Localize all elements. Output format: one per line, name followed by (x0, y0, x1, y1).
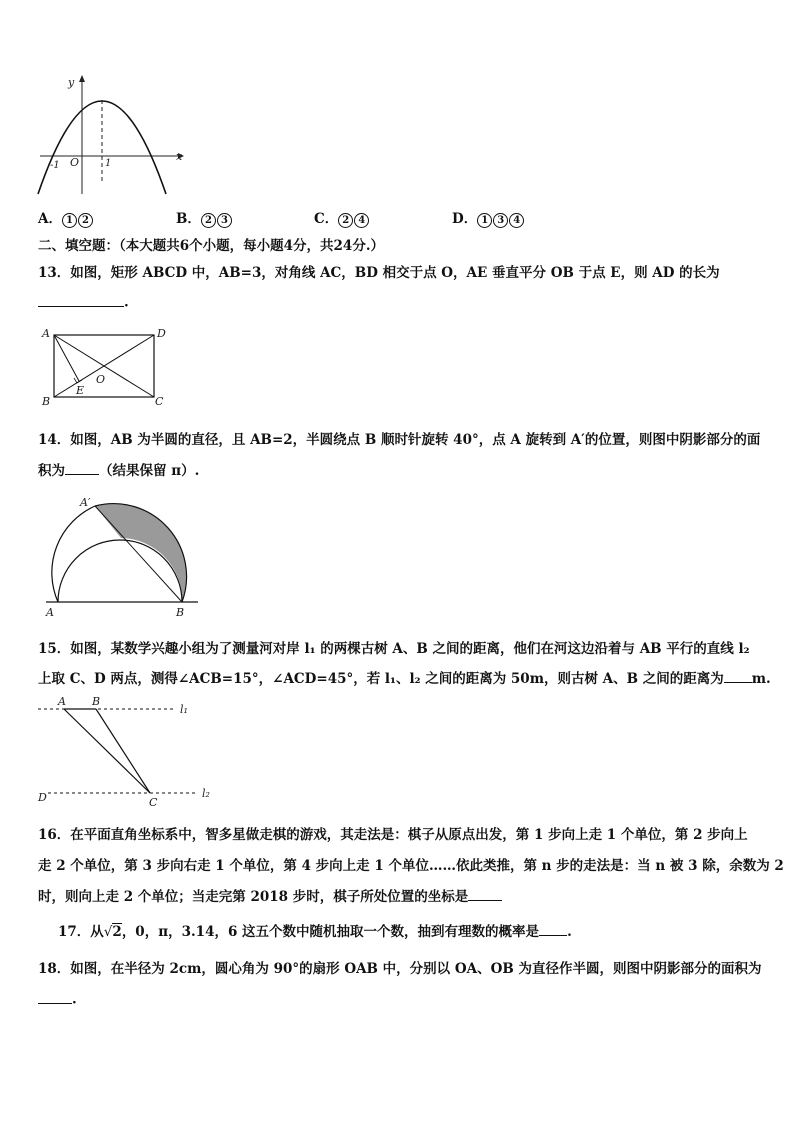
question-13-line2 (38, 292, 129, 311)
answer-blank (468, 887, 502, 902)
question-14-line2 (38, 459, 199, 479)
label-y: y (68, 76, 75, 89)
label-a: A (58, 695, 66, 708)
option-b-label: B． (176, 211, 201, 227)
circled-number: 3 (493, 213, 508, 228)
parabola-graph (30, 72, 190, 197)
y-axis-arrow (79, 75, 85, 82)
circled-number: 2 (338, 213, 353, 228)
option-a (38, 207, 94, 228)
segment-ac (64, 709, 150, 793)
option-a-label: A． (38, 211, 62, 227)
sqrt-expression: √2 (103, 924, 122, 940)
option-d (452, 207, 525, 228)
figure-13-rectangle (38, 325, 168, 410)
label-x: x (176, 150, 183, 163)
q17-end: . (567, 924, 572, 940)
label-d: D (38, 791, 47, 804)
label-b: B (92, 695, 101, 708)
question-16-line3 (38, 885, 502, 905)
circled-number: 2 (201, 213, 216, 228)
sqrt-radicand: 2 (112, 924, 122, 940)
answer-blank (539, 922, 567, 937)
circled-number: 1 (62, 213, 77, 228)
option-c (314, 207, 370, 228)
circled-number: 2 (78, 213, 93, 228)
q13-end: . (124, 294, 129, 311)
q17-text: ，0，π，3.14，6 这五个数中随机抽取一个数，抽到有理数的概率是 (121, 924, 540, 940)
label-l2: l₂ (202, 787, 210, 800)
option-b (176, 207, 233, 228)
label-c: C (149, 796, 158, 809)
segment-ae (54, 335, 79, 381)
label-a-prime: A′ (80, 496, 91, 509)
circled-number: 1 (477, 213, 492, 228)
circled-number: 4 (354, 213, 369, 228)
option-d-label: D． (452, 211, 478, 227)
question-13-line1: 13．如图，矩形 ABCD 中，AB=3，对角线 AC，BD 相交于点 O，AE 垂直平分 OB 于点 E，则 AD 的长为 (38, 265, 720, 281)
label-c: C (155, 395, 164, 408)
section-heading: 二、填空题：（本大题共6个小题，每小题4分，共24分.） (38, 238, 385, 254)
label-a: A (42, 327, 50, 340)
answer-blank (38, 292, 124, 307)
q15-unit: m. (751, 671, 771, 687)
circled-number: 3 (217, 213, 232, 228)
label-minus-one: -1 (50, 160, 60, 171)
question-18-line2 (38, 989, 77, 1008)
shaded-region (95, 504, 187, 602)
q16-text: 时，则向上走 2 个单位；当走完第 2018 步时，棋子所处位置的坐标是 (38, 889, 469, 905)
label-one: 1 (105, 158, 112, 169)
label-e: E (76, 384, 85, 397)
answer-blank (38, 989, 72, 1004)
segment-bc (96, 709, 150, 793)
answer-blank (65, 461, 99, 476)
label-o: O (96, 373, 106, 386)
question-14-line1: 14．如图，AB 为半圆的直径，且 AB=2，半圆绕点 B 顺时针旋转 40°，点 A 旋转到 A′的位置，则图中阴影部分的面 (38, 432, 761, 448)
label-a: A (46, 606, 54, 619)
circled-number: 4 (509, 213, 524, 228)
label-d: D (157, 327, 166, 340)
q14-suffix: （结果保留 π）. (99, 463, 200, 479)
q18-end: . (72, 991, 77, 1008)
q14-prefix: 积为 (38, 463, 65, 479)
label-origin: O (70, 156, 80, 169)
label-l1: l₁ (180, 703, 188, 716)
answer-blank (724, 669, 752, 684)
question-17 (58, 920, 572, 940)
label-b: B (42, 395, 51, 408)
question-15-line2 (38, 667, 771, 687)
question-16-line2: 走 2 个单位，第 3 步向右走 1 个单位，第 4 步向上走 1 个单位……依此类推，第 n 步的走法是：当 n 被 3 除，余数为 2 (38, 858, 784, 874)
option-c-label: C． (314, 211, 339, 227)
question-16-line1: 16．在平面直角坐标系中，智多星做走棋的游戏，其走法是：棋子从原点出发，第 1 步向上走 1 个单位，第 2 步向上 (38, 827, 748, 843)
question-18-line1: 18．如图，在半径为 2cm，圆心角为 90°的扇形 OAB 中，分别以 OA、OB 为直径作半圆，则图中阴影部分的面积为 (38, 961, 762, 977)
label-b: B (176, 606, 185, 619)
q15-text: 上取 C、D 两点，测得∠ACB=15°，∠ACD=45°，若 l₁、l₂ 之间的距离为 50m，则古树 A、B 之间的距离为 (38, 671, 724, 687)
figure-15-river (38, 695, 228, 810)
rotated-semicircle-left (52, 506, 95, 602)
figure-14-semicircles (38, 490, 213, 620)
q17-prefix: 17．从 (58, 924, 104, 940)
question-15-line1: 15．如图，某数学兴趣小组为了测量河对岸 l₁ 的两棵古树 A、B 之间的距离，他们在河这边沿着与 AB 平行的直线 l₂ (38, 641, 750, 657)
